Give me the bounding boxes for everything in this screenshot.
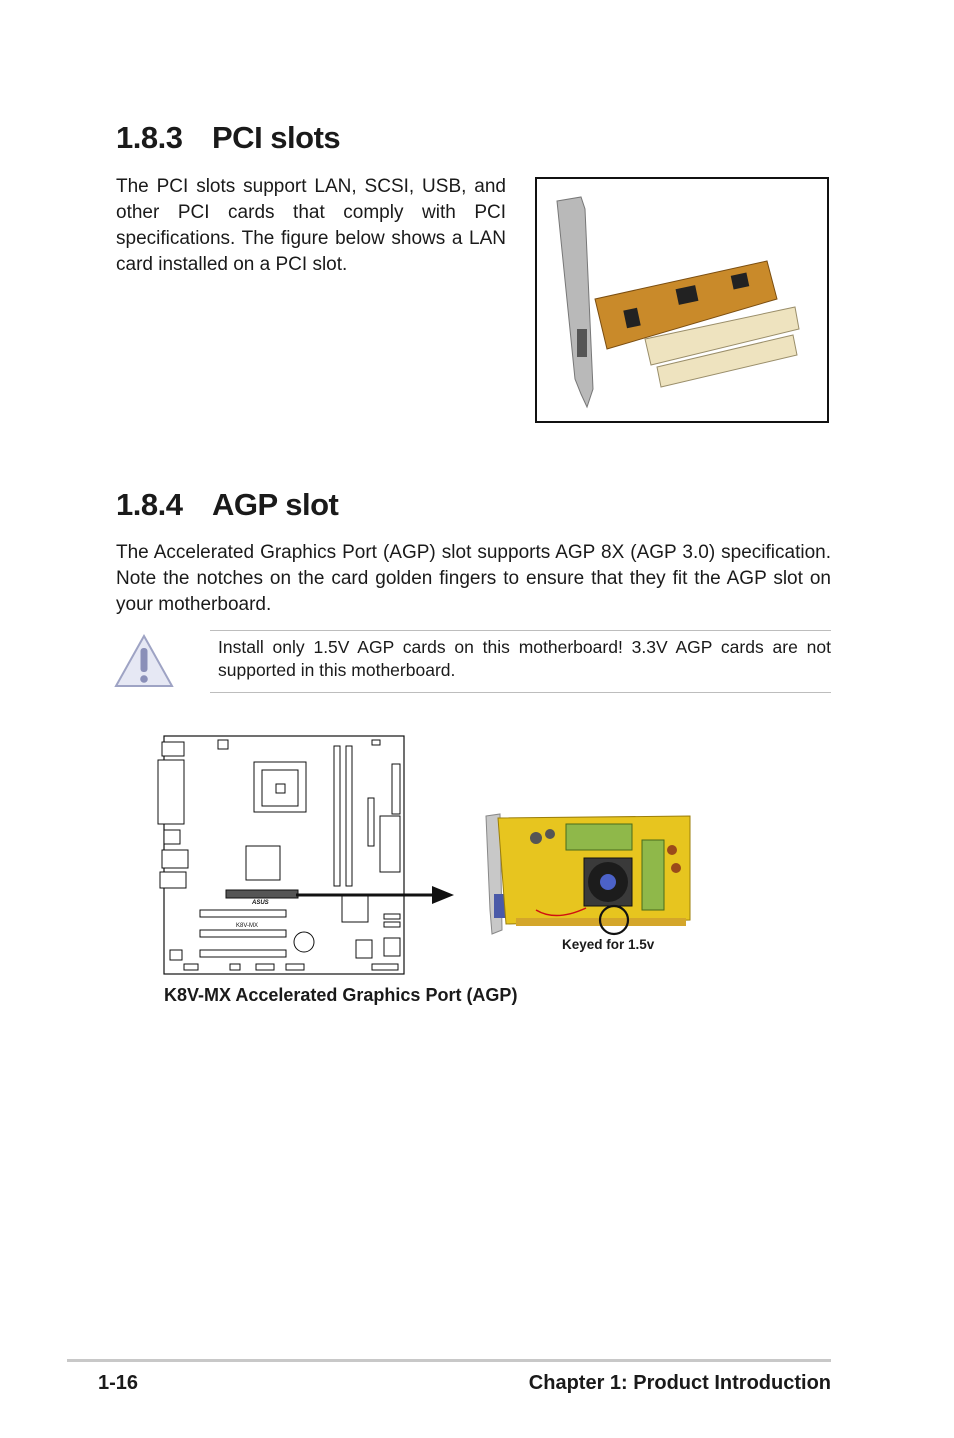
note-top-rule	[210, 630, 831, 631]
pci-card-figure	[535, 177, 829, 423]
motherboard-layout-diagram	[156, 734, 408, 985]
page-number: 1-16	[98, 1372, 139, 1394]
section-heading-agp	[116, 487, 338, 523]
pointer-arrow	[296, 884, 456, 913]
section-number: 1.8.3	[116, 120, 183, 155]
board-label: K8V-MX	[236, 923, 259, 929]
agp-description: The Accelerated Graphics Port (AGP) slot supports AGP 8X (AGP 3.0) specification. Note the notches on the card golden fingers to ensure that they fit the AGP slot on your motherboard.	[116, 542, 831, 615]
section-heading-pci	[116, 120, 340, 156]
warning-triangle-icon	[114, 632, 176, 695]
section-title: PCI slots	[212, 120, 341, 155]
note-bottom-rule	[210, 692, 831, 693]
section-number: 1.8.4	[116, 487, 183, 522]
agp-card-image	[476, 810, 696, 941]
footer-rule	[67, 1359, 831, 1362]
figure-caption: K8V-MX Accelerated Graphics Port (AGP)	[164, 985, 518, 1005]
keyed-label: Keyed for 1.5v	[562, 937, 655, 952]
pci-lan-card-image	[537, 179, 827, 421]
note-text: Install only 1.5V AGP cards on this motherboard! 3.3V AGP cards are not supported in this motherboard.	[218, 637, 831, 680]
pci-description: The PCI slots support LAN, SCSI, USB, and other PCI cards that comply with PCI specifications. The figure below shows a LAN card installed on a PCI slot.	[116, 176, 506, 275]
brand-label: ASUS	[252, 900, 269, 906]
chapter-title: Chapter 1: Product Introduction	[528, 1372, 831, 1394]
section-title: AGP slot	[212, 487, 339, 522]
